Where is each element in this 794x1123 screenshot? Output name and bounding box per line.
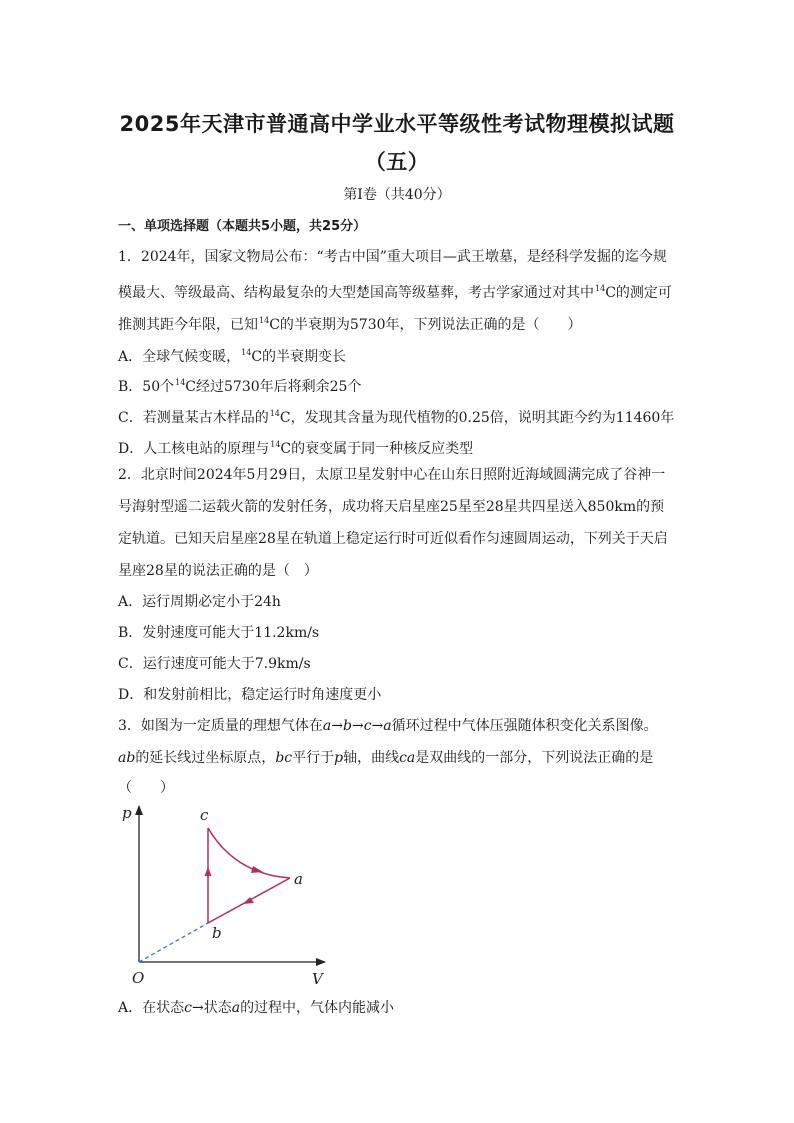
exam-title-number: （五） — [364, 150, 430, 174]
q2-stem-line2: 号海射型遥二运载火箭的发射任务，成功将天启星座25星至28星共四星送入850km的预 — [118, 499, 665, 515]
point-label-c: c — [200, 806, 209, 824]
q2-stem-line3: 定轨道。已知天启星座28星在轨道上稳定运行时可近似看作匀速圆周运动，下列关于天启 — [118, 531, 668, 547]
point-label-a: a — [294, 870, 303, 888]
origin-label: O — [132, 969, 145, 987]
q3-stem-line3: （ ） — [118, 780, 174, 796]
point-label-b: b — [212, 924, 222, 942]
q2-option-c: C．运行速度可能大于7.9km/s — [118, 656, 311, 672]
section-heading: 一、单项选择题（本题共5小题，共25分） — [118, 219, 367, 234]
q1-stem-line3: 推测其距今年限，已知$^{14}$C的半衰期为5730年，下列说法正确的是（ ） — [118, 316, 582, 333]
q3-stem-line2: ab的延长线过坐标原点，bc平行于p轴，曲线ca是双曲线的一部分，下列说法正确的是 — [118, 750, 654, 766]
pv-cycle-diagram — [110, 798, 330, 993]
q1-stem-line2: 模最大、等级最高、结构最复杂的大型楚国高等级墓葬，考古学家通过对其中$^{14}$C的测定可 — [118, 284, 672, 301]
q1-stem-line1: 1．2024年，国家文物局公布：“考古中国”重大项目—武王墩墓，是经科学发掘的迄今规 — [118, 249, 667, 265]
volume-label: 第Ⅰ卷（共40分） — [343, 187, 451, 203]
q2-stem-line1: 2．北京时间2024年5月29日，太原卫星发射中心在山东日照附近海域圆满完成了谷神一 — [118, 467, 666, 483]
axis-label-v: V — [312, 970, 323, 988]
q2-option-a: A．运行周期必定小于24h — [118, 594, 281, 610]
ab-extension-dashed-line — [139, 923, 208, 962]
axis-label-p: p — [122, 804, 132, 822]
q1-option-a: A．全球气候变暖，$^{14}$C的半衰期变长 — [118, 348, 347, 365]
exam-title: 2025年天津市普通高中学业水平等级性考试物理模拟试题 — [119, 112, 675, 136]
q1-option-b: B．50个$^{14}$C经过5730年后将剩余25个 — [118, 378, 362, 395]
q2-option-d: D．和发射前相比，稳定运行时角速度更小 — [118, 687, 382, 703]
q1-option-c: C．若测量某古木样品的$^{14}$C，发现其含量为现代植物的0.25倍，说明其距今约为11460年 — [118, 409, 675, 426]
q3-option-a: A．在状态c→状态a的过程中，气体内能减小 — [118, 1000, 395, 1016]
curve-ca — [208, 828, 290, 878]
arrow-ca — [251, 866, 263, 873]
arrow-bc — [205, 867, 212, 876]
q2-stem-line4: 星座28星的说法正确的是（ ） — [118, 563, 318, 579]
q1-option-d: D．人工核电站的原理与$^{14}$C的衰变属于同一种核反应类型 — [118, 440, 474, 457]
q3-stem-line1: 3．如图为一定质量的理想气体在a→b→c→a循环过程中气体压强随体积变化关系图像。 — [118, 718, 658, 734]
q2-option-b: B．发射速度可能大于11.2km/s — [118, 625, 320, 641]
